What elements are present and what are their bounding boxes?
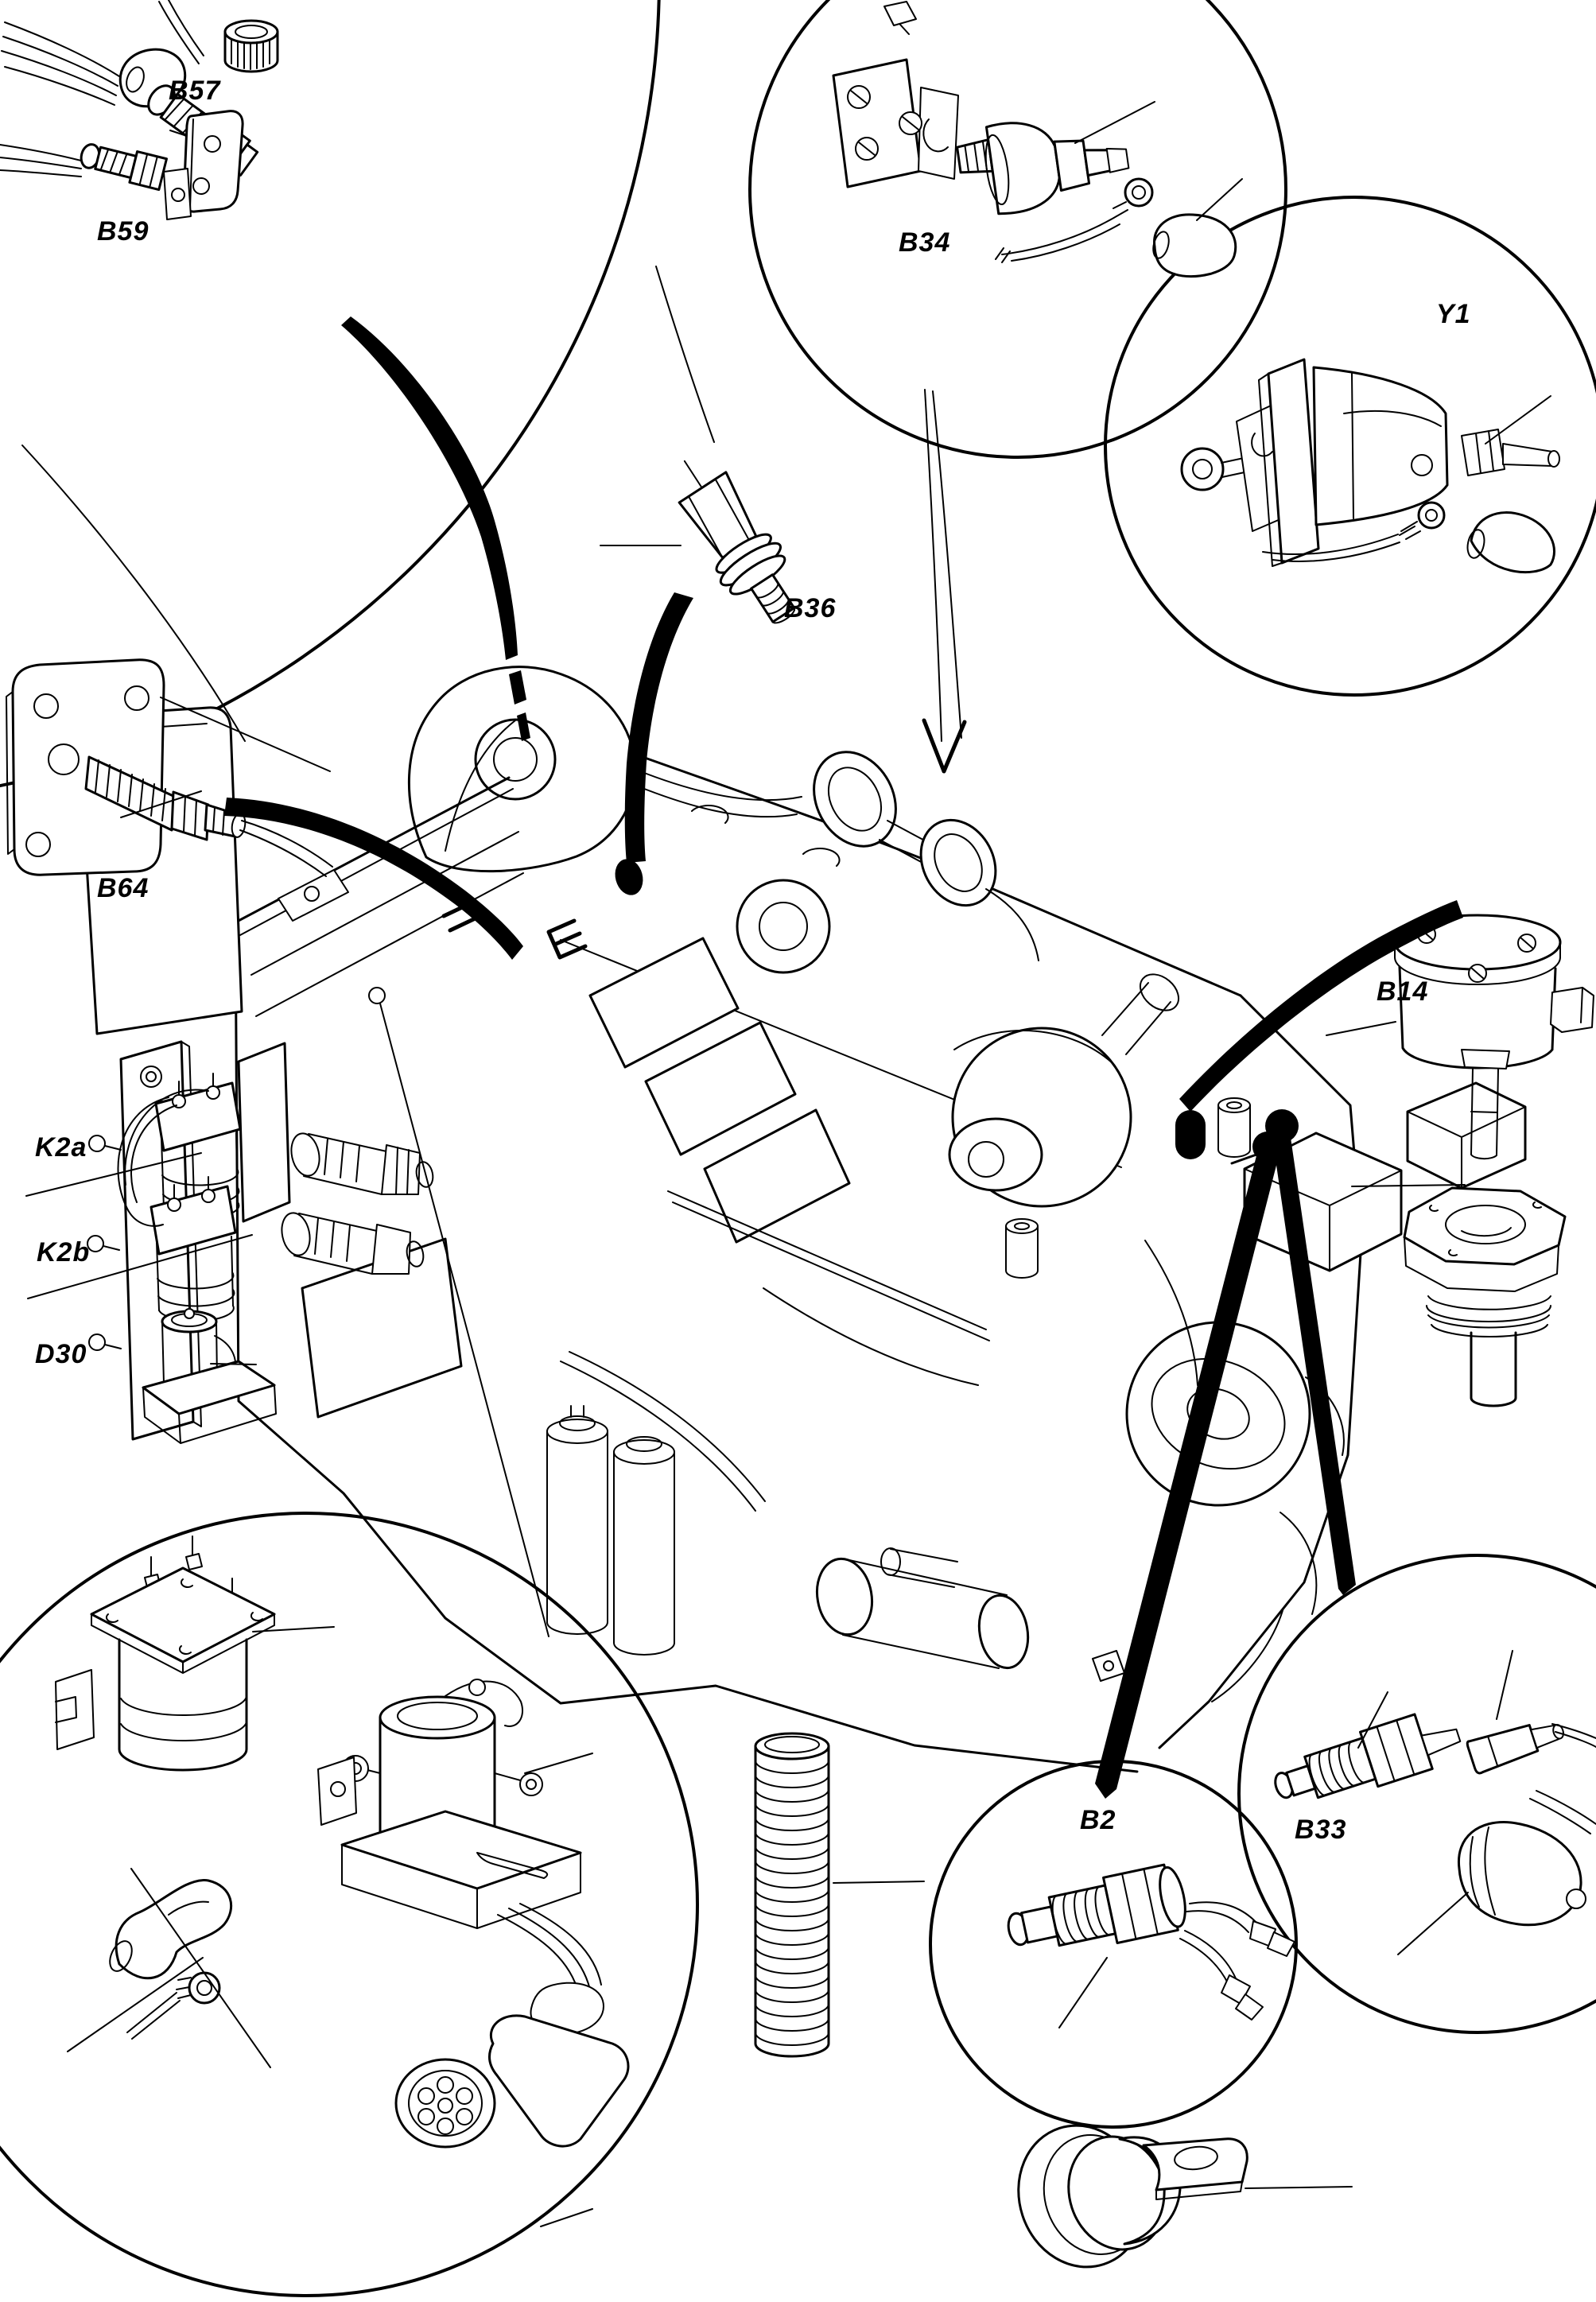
label-b36: B36 <box>784 593 837 623</box>
label-b33: B33 <box>1295 1815 1347 1845</box>
label-k2a: K2a <box>35 1132 87 1163</box>
label-d30: D30 <box>35 1339 87 1369</box>
label-y1: Y1 <box>1436 299 1471 329</box>
round-connector <box>489 2016 628 2146</box>
label-b57: B57 <box>169 76 221 106</box>
label-b2: B2 <box>1080 1805 1116 1835</box>
b59-sensor <box>78 138 167 189</box>
label-b64: B64 <box>97 873 150 903</box>
b36-group <box>600 266 815 638</box>
b14-bushing <box>1404 1188 1565 1264</box>
label-k2b: K2b <box>37 1237 91 1267</box>
dot-b14 <box>1175 1110 1206 1159</box>
engine-illustration <box>235 390 1525 1772</box>
label-b59: B59 <box>97 216 150 247</box>
label-b14: B14 <box>1377 976 1429 1007</box>
dot-b36 <box>612 856 647 898</box>
y1-solenoid-body <box>1314 367 1447 525</box>
leader-b36 <box>625 592 693 863</box>
label-b34: B34 <box>899 227 951 258</box>
b33-boot <box>1458 1823 1581 1925</box>
threaded-stud <box>755 1733 924 2056</box>
b34-group <box>833 2 1242 277</box>
y1-mount-plate <box>1268 359 1318 563</box>
y1-group <box>1182 359 1559 573</box>
b34-boot <box>1155 215 1236 277</box>
b33-group <box>1268 1651 1596 1955</box>
b34-sensor <box>955 107 1133 219</box>
callout-circle-relays <box>0 1513 697 2296</box>
p-clamp-group <box>1000 2109 1352 2283</box>
b2-group <box>1002 1862 1295 2028</box>
solenoid-relay-group <box>56 1536 628 2226</box>
